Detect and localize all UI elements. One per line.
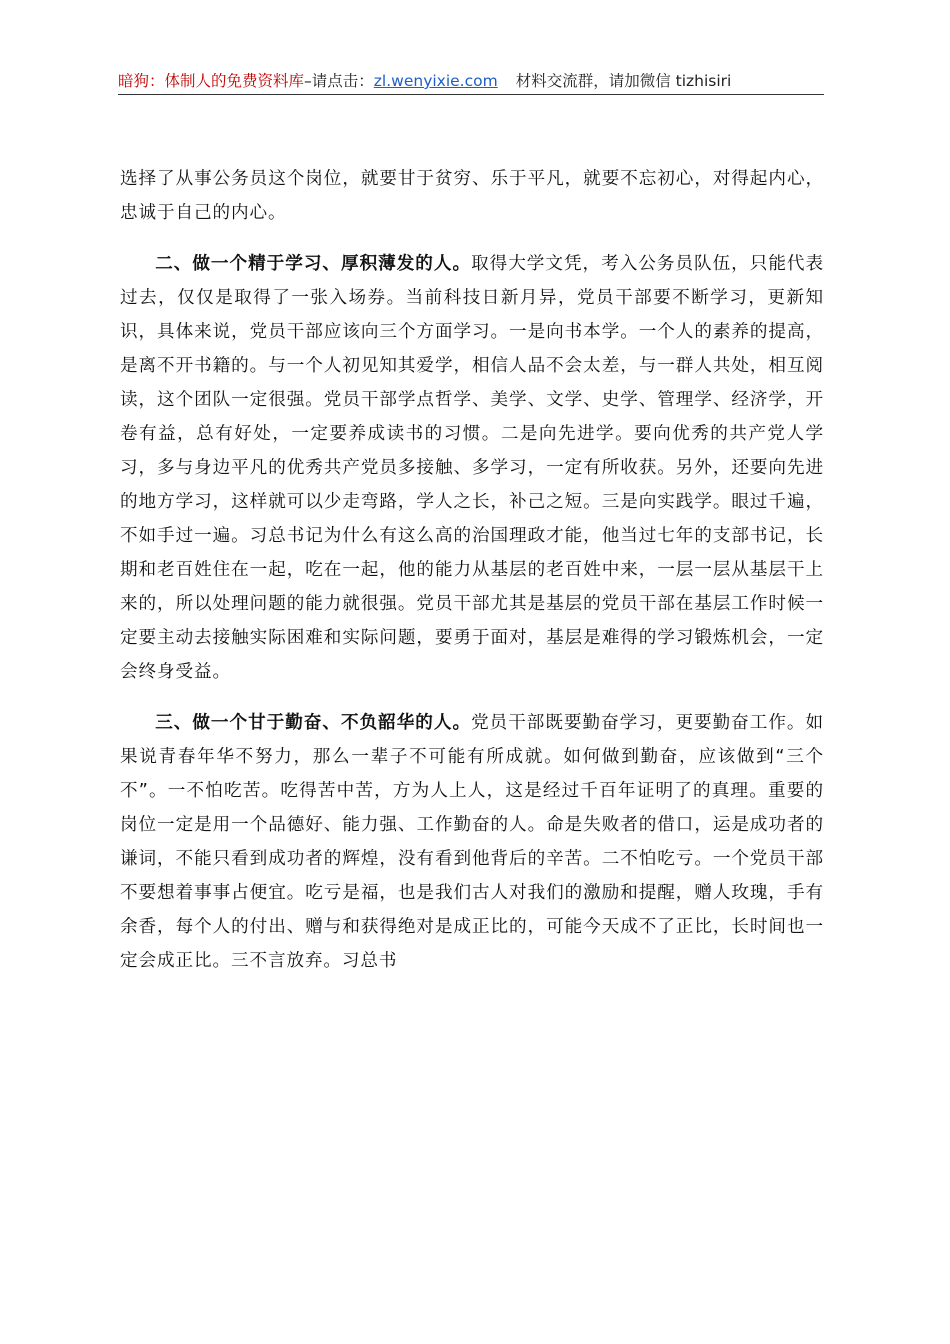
header-contact: 材料交流群，请加微信 tizhisiri [515, 72, 732, 90]
section-two-heading: 二、做一个精于学习、厚积薄发的人。 [155, 254, 472, 274]
header-link[interactable]: zl.wenyixie.com [373, 72, 498, 90]
document-body [120, 162, 824, 995]
paragraph-continued [120, 162, 824, 230]
page-header [118, 68, 824, 95]
paragraph-section-two [120, 247, 824, 689]
paragraph-section-three [120, 706, 824, 978]
paragraph-text: 选择了从事公务员这个岗位，就要甘于贫穷、乐于平凡，就要不忘初心，对得起内心，忠诚于自己的内心。 [120, 169, 824, 223]
header-cta: –请点击： [304, 72, 374, 90]
section-two-text: 取得大学文凭，考入公务员队伍，只能代表过去，仅仅是取得了一张入场券。当前科技日新月异，党员干部要不断学习，更新知识，具体来说，党员干部应该向三个方面学习。一是向书本学。一个人的素养的提高，是离不开书籍的。与一个人初见知其爱学，相信人品不会太差，与一群人共处，相互阅读，这个团队一定很强。党员干部学点哲学、美学、文学、史学、管理学、经济学，开卷有益，总有好处，一定要养成读书的习惯。二是向先进学。要向优秀的共产党人学习，多与身边平凡的优秀共产党员多接触、多学习，一定有所收获。另外，还要向先进的地方学习，这样就可以少走弯路，学人之长，补己之短。三是向实践学。眼过千遍，不如手过一遍。习总书记为什么有这么高的治国理政才能，他当过七年的支部书记，长期和老百姓住在一起，吃在一起，他的能力从基层的老百姓中来，一层一层从基层干上来的，所以处理问题的能力就很强。党员干部尤其是基层的党员干部在基层工作时候一定要主动去接触实际困难和实际问题，要勇于面对，基层是难得的学习锻炼机会，一定会终身受益。 [120, 254, 824, 682]
header-brand: 暗狗：体制人的免费资料库 [118, 72, 305, 90]
section-three-heading: 三、做一个甘于勤奋、不负韶华的人。 [155, 713, 472, 733]
section-three-text: 党员干部既要勤奋学习，更要勤奋工作。如果说青春年华不努力，那么一辈子不可能有所成就。如何做到勤奋，应该做到“三个不”。一不怕吃苦。吃得苦中苦，方为人上人，这是经过千百年证明了的真理。重要的岗位一定是用一个品德好、能力强、工作勤奋的人。命是失败者的借口，运是成功者的谦词，不能只看到成功者的辉煌，没有看到他背后的辛苦。二不怕吃亏。一个党员干部不要想着事事占便宜。吃亏是福，也是我们古人对我们的激励和提醒，赠人玫瑰，手有余香，每个人的付出、赠与和获得绝对是成正比的，可能今天成不了正比，长时间也一定会成正比。三不言放弃。习总书 [120, 713, 824, 971]
